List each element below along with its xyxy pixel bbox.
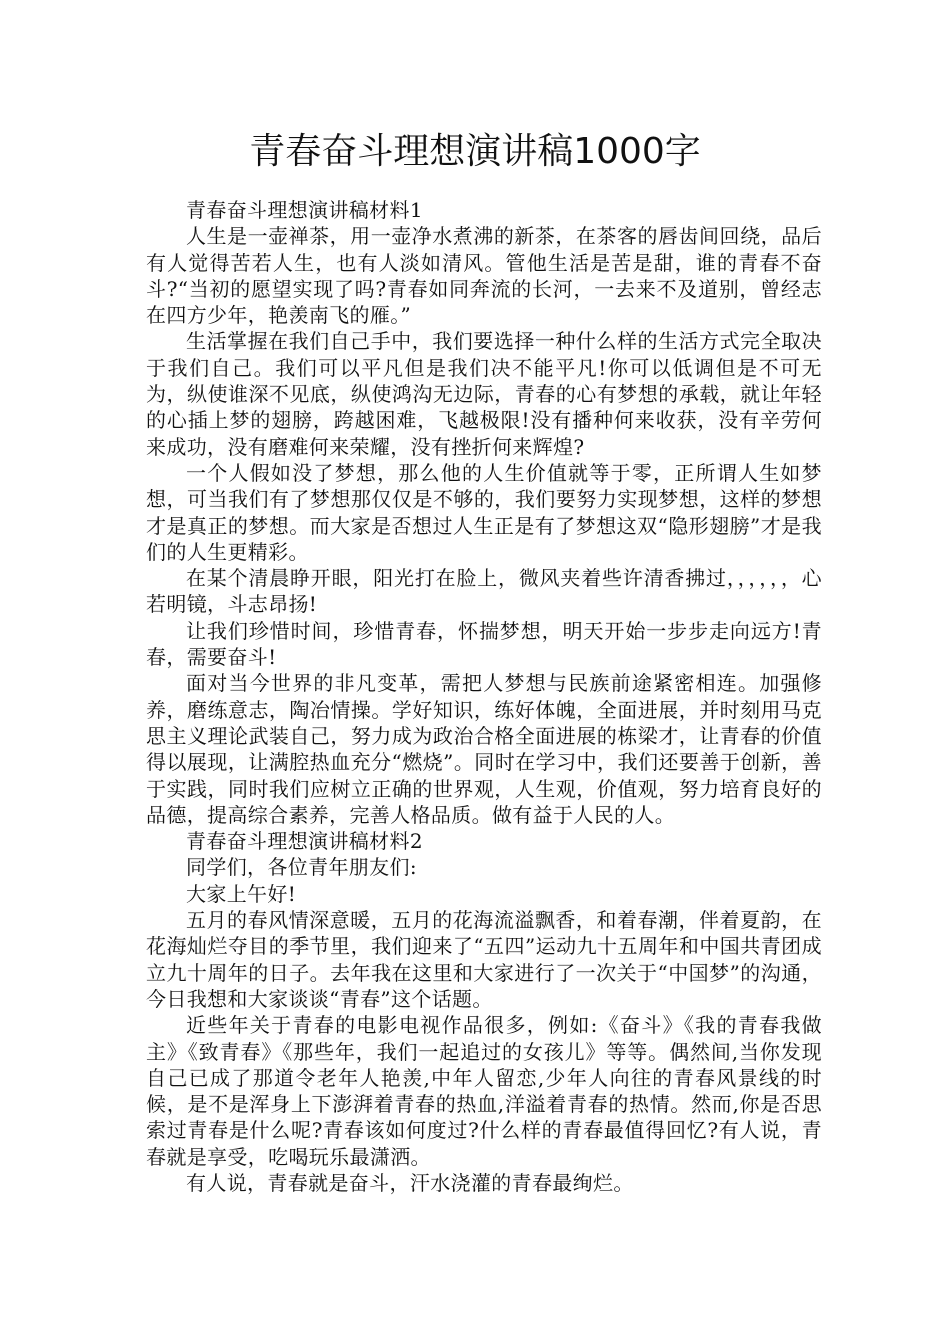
- paragraph: 一个人假如没了梦想，那么他的人生价值就等于零，正所谓人生如梦想，可当我们有了梦想那仅仅是不够的，我们要努力实现梦想，这样的梦想才是真正的梦想。而大家是否想过人生正是有了梦想这双“隐形翅膀”才是我们的人生更精彩。: [146, 460, 822, 564]
- paragraph: 生活掌握在我们自己手中，我们要选择一种什么样的生活方式完全取决于我们自己。我们可以平凡但是我们决不能平凡!你可以低调但是不可无为，纵使谁深不见底，纵使鸿沟无边际，青春的心有梦想的承载，就让年轻的心插上梦的翅膀，跨越困难，飞越极限!没有播种何来收获，没有辛劳何来成功，没有磨难何来荣耀，没有挫折何来辉煌?: [146, 329, 822, 459]
- paragraph: 让我们珍惜时间，珍惜青春，怀揣梦想，明天开始一步步走向远方!青春，需要奋斗!: [146, 618, 822, 670]
- paragraph: 有人说，青春就是奋斗，汗水浇灌的青春最绚烂。: [186, 1170, 634, 1195]
- paragraph-greeting: 大家上午好!: [186, 881, 297, 906]
- paragraph-material-2-heading: 青春奋斗理想演讲稿材料2: [186, 829, 423, 854]
- paragraph: 面对当今世界的非凡变革，需把人梦想与民族前途紧密相连。加强修养，磨练意志，陶冶情操。学好知识，练好体魄，全面进展，并时刻用马克思主义理论武装自己，努力成为政治合格全面进展的栋梁才，让青春的价值得以展现，让满腔热血充分“燃烧”。同时在学习中，我们还要善于创新，善于实践，同时我们应树立正确的世界观，人生观，价值观，努力培育良好的品德，提高综合素养，完善人格品质。做有益于人民的人。: [146, 671, 822, 827]
- paragraph: 五月的春风情深意暖，五月的花海流溢飘香，和着春潮，伴着夏韵，在花海灿烂夺目的季节里，我们迎来了“五四”运动九十五周年和中国共青团成立九十周年的日子。去年我在这里和大家进行了一次关于“中国梦”的沟通，今日我想和大家谈谈“青春”这个话题。: [146, 908, 822, 1011]
- paragraph-material-1-heading: 青春奋斗理想演讲稿材料1: [186, 198, 423, 222]
- paragraph-salutation: 同学们，各位青年朋友们:: [186, 855, 417, 880]
- document-title: 青春奋斗理想演讲稿1000字: [249, 131, 701, 172]
- paragraph: 在某个清晨睁开眼，阳光打在脸上，微风夹着些许清香拂过，，，，，，心若明镜，斗志昂扬!: [146, 566, 822, 617]
- paragraph: 近些年关于青春的电影电视作品很多，例如:《奋斗》《我的青春我做主》《致青春》《那些年，我们一起追过的女孩儿》等等。偶然间,当你发现自己已成了那道令老年人艳羡,中年人留恋,少年人向往的青春风景线的时候，是不是浑身上下澎湃着青春的热血,洋溢着青春的热情。然而,你是否思索过青春是什么呢?青春该如何度过?什么样的青春最值得回忆?有人说，青春就是享受，吃喝玩乐最潇洒。: [146, 1013, 822, 1169]
- paragraph: 人生是一壶禅茶，用一壶净水煮沸的新茶，在茶客的唇齿间回绕，品后有人觉得苦若人生，也有人淡如清风。管他生活是苦是甜，谁的青春不奋斗?“当初的愿望实现了吗?青春如同奔流的长河，一去来不及道别，曾经志在四方少年，艳羡南飞的雁。”: [146, 224, 822, 328]
- document-body: [146, 197, 822, 1196]
